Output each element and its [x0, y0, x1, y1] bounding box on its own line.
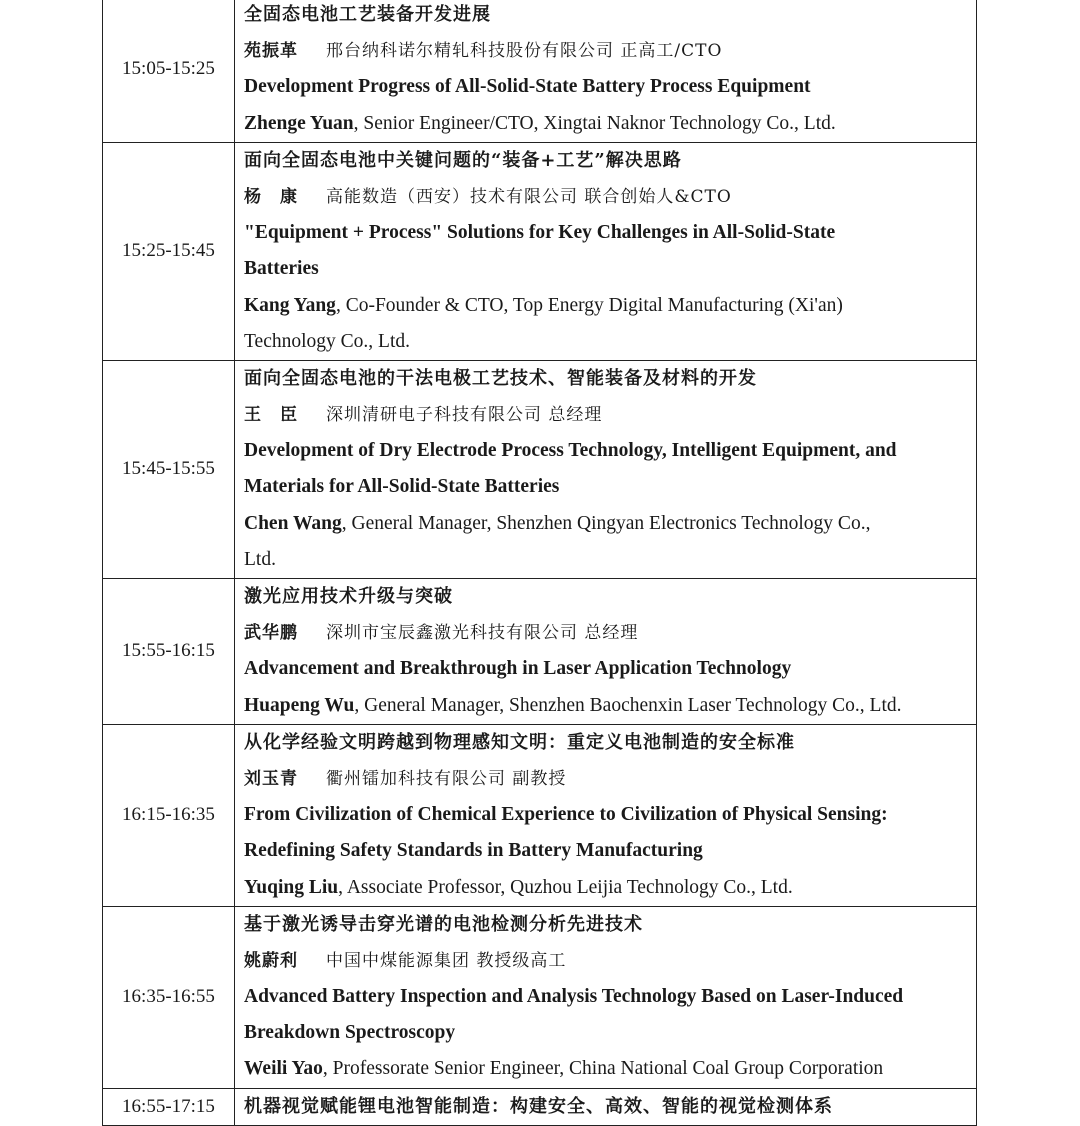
zh-speaker-org: 中国中煤能源集团 教授级高工: [326, 950, 567, 971]
zh-speaker-name: 刘玉青: [244, 768, 298, 789]
zh-speaker-name: 王 臣: [244, 405, 298, 426]
en-speaker-org-cont: Technology Co., Ltd.: [244, 330, 410, 352]
en-talk-title: "Equipment + Process" Solutions for Key Challenges in All-Solid-State: [244, 222, 836, 244]
zh-speaker: [244, 397, 972, 433]
en-talk-title-cont: Batteries: [244, 258, 319, 280]
en-talk-title-cont: Breakdown Spectroscopy: [244, 1022, 456, 1044]
en-speaker-name: Kang Yang: [244, 294, 336, 316]
zh-speaker: [244, 943, 972, 979]
en-speaker: [244, 106, 972, 142]
zh-talk-title: 基于激光诱导击穿光谱的电池检测分析先进技术: [244, 913, 643, 935]
zh-speaker-org: 邢台纳科诺尔精轧科技股份有限公司 正高工/CTO: [326, 41, 723, 62]
en-speaker-name: Weili Yao: [244, 1058, 323, 1080]
en-talk-title-cont: Redefining Safety Standards in Battery Manufacturing: [244, 840, 703, 862]
en-speaker-org: , Associate Professor, Quzhou Leijia Technology Co., Ltd.: [338, 876, 793, 898]
session-row: [103, 0, 977, 142]
session-row: [103, 579, 977, 725]
session-content: [235, 142, 977, 360]
session-row: [103, 360, 977, 578]
zh-talk-title: 面向全固态电池中关键问题的“装备+工艺”解决思路: [244, 149, 682, 171]
en-talk-title: From Civilization of Chemical Experience to Civilization of Physical Sensing:: [244, 804, 888, 826]
session-row: [103, 142, 977, 360]
session-time: 15:45-15:55: [103, 360, 235, 578]
zh-speaker-org: 衢州镭加科技有限公司 副教授: [326, 768, 567, 789]
en-speaker-org-cont: Ltd.: [244, 548, 276, 570]
en-speaker-org: , Co-Founder & CTO, Top Energy Digital Manufacturing (Xi'an): [335, 294, 843, 316]
session-time: 15:05-15:25: [103, 0, 235, 142]
agenda-table: [102, 0, 977, 1126]
en-talk-title: Development of Dry Electrode Process Technology, Intelligent Equipment, and: [244, 440, 897, 462]
en-speaker: [244, 1051, 972, 1087]
zh-speaker-org: 高能数造（西安）技术有限公司 联合创始人&CTO: [326, 186, 732, 207]
session-content: [235, 579, 977, 725]
session-content: [235, 906, 977, 1088]
session-row: [103, 1088, 977, 1125]
session-time: 15:25-15:45: [103, 142, 235, 360]
en-speaker-org: , Professorate Senior Engineer, China National Coal Group Corporation: [322, 1058, 884, 1080]
zh-speaker-org: 深圳清研电子科技有限公司 总经理: [326, 405, 603, 426]
zh-speaker: [244, 33, 972, 69]
zh-speaker-name: 杨 康: [244, 186, 298, 207]
zh-speaker-name: 苑振革: [244, 41, 298, 62]
zh-speaker-name: 姚蔚利: [244, 950, 298, 971]
session-time: 16:15-16:35: [103, 724, 235, 906]
en-talk-title-cont: Materials for All-Solid-State Batteries: [244, 476, 560, 498]
zh-speaker-name: 武华鹏: [244, 623, 298, 644]
en-speaker: [244, 870, 972, 906]
en-talk-title: Development Progress of All-Solid-State Battery Process Equipment: [244, 76, 811, 98]
session-row: [103, 724, 977, 906]
session-content: [235, 0, 977, 142]
session-time: 15:55-16:15: [103, 579, 235, 725]
en-speaker-org: , General Manager, Shenzhen Qingyan Electronics Technology Co.,: [341, 512, 871, 534]
zh-speaker: [244, 179, 972, 215]
en-speaker: [244, 506, 972, 542]
en-speaker-name: Zhenge Yuan: [244, 112, 354, 134]
zh-talk-title: 从化学经验文明跨越到物理感知文明：重定义电池制造的安全标准: [244, 731, 795, 753]
en-speaker: [244, 688, 972, 724]
zh-talk-title: 机器视觉赋能锂电池智能制造：构建安全、高效、智能的视觉检测体系: [244, 1095, 833, 1117]
session-row: [103, 906, 977, 1088]
session-content: [235, 360, 977, 578]
agenda-body: [103, 0, 977, 1125]
zh-speaker-org: 深圳市宝辰鑫激光科技有限公司 总经理: [326, 623, 639, 644]
en-speaker-org: , Senior Engineer/CTO, Xingtai Naknor Technology Co., Ltd.: [353, 112, 836, 134]
en-speaker-name: Chen Wang: [244, 512, 342, 534]
zh-speaker: [244, 615, 972, 651]
session-time: 16:55-17:15: [103, 1088, 235, 1125]
session-time: 16:35-16:55: [103, 906, 235, 1088]
en-speaker-name: Yuqing Liu: [244, 876, 339, 898]
zh-talk-title: 全固态电池工艺装备开发进展: [244, 4, 491, 25]
en-speaker: [244, 288, 972, 324]
session-content: [235, 724, 977, 906]
en-talk-title: Advanced Battery Inspection and Analysis Technology Based on Laser-Induced: [244, 986, 904, 1008]
session-content: [235, 1088, 977, 1125]
en-speaker-org: , General Manager, Shenzhen Baochenxin Laser Technology Co., Ltd.: [354, 694, 902, 716]
zh-talk-title: 激光应用技术升级与突破: [244, 586, 453, 607]
zh-speaker: [244, 761, 972, 797]
zh-talk-title: 面向全固态电池的干法电极工艺技术、智能装备及材料的开发: [244, 367, 757, 389]
en-speaker-name: Huapeng Wu: [244, 694, 355, 716]
en-talk-title: Advancement and Breakthrough in Laser Application Technology: [244, 658, 792, 680]
